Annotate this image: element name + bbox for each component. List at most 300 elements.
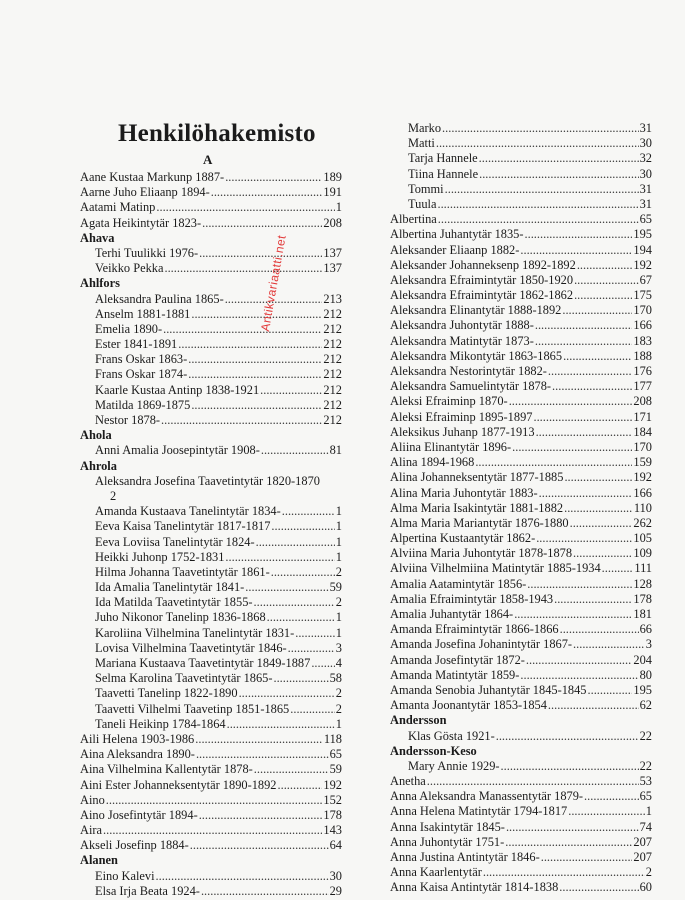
- entry-page-number: 212: [323, 352, 342, 367]
- entry-name: Amalia Efraimintytär 1858-1943: [390, 591, 554, 606]
- index-entry: [80, 823, 342, 838]
- section-letter: A: [203, 152, 213, 167]
- entry-page-number: 2: [335, 595, 342, 610]
- index-entry: [80, 762, 342, 777]
- entry-name: Nestor 1878-: [95, 413, 161, 427]
- index-entry: [390, 789, 652, 804]
- entry-page-number: 66: [639, 622, 652, 637]
- entry-name: Aleksi Efraiminp 1870-: [390, 394, 508, 409]
- index-entry: [390, 151, 652, 166]
- entry-name: Emelia 1890-: [95, 321, 163, 336]
- index-entry: [390, 303, 652, 318]
- leader-dots: [562, 303, 632, 318]
- entry-name: Alviina Vilhelmiina Matintytär 1885-1934: [390, 561, 601, 576]
- entry-name: Tommi: [408, 181, 444, 196]
- entry-page-number: 59: [329, 580, 342, 595]
- leader-dots: [188, 367, 322, 382]
- entry-name: Alma Maria Mariantytär 1876-1880: [390, 515, 569, 530]
- entry-page-number: 195: [633, 227, 652, 242]
- leader-dots: [505, 835, 632, 850]
- leader-dots: [552, 379, 632, 394]
- surname-heading: Ahola: [80, 428, 112, 443]
- leader-dots: [260, 383, 322, 398]
- index-entry: [390, 486, 652, 501]
- index-entry: [390, 516, 652, 531]
- index-entry: [390, 820, 652, 835]
- index-entry: [80, 398, 342, 413]
- entry-page-number: 212: [323, 367, 342, 382]
- entry-page-number: 189: [323, 170, 342, 184]
- entry-name: Aleksander Johanneksenp 1892-1892: [390, 257, 576, 272]
- leader-dots: [278, 778, 323, 793]
- entry-name: Aleksandra Efraimintytär 1850-1920: [390, 272, 574, 287]
- index-entry: [80, 519, 342, 534]
- entry-name: Aina Vilhelmina Kallentytär 1878-: [80, 762, 253, 777]
- index-entry: [390, 440, 652, 455]
- entry-name: Tuula: [408, 196, 437, 211]
- leader-dots: [577, 258, 633, 273]
- index-entry: [390, 804, 652, 819]
- leader-dots: [574, 273, 639, 288]
- index-entry: [390, 835, 652, 850]
- index-entry: [390, 865, 652, 880]
- entry-page-number: 3: [335, 640, 342, 655]
- entry-page-number: 2: [335, 564, 342, 579]
- leader-dots: [295, 626, 335, 641]
- index-entry: [80, 702, 342, 717]
- entry-name: Alina 1894-1968: [390, 455, 475, 470]
- entry-name: Eeva Kaisa Tanelintytär 1817-1817: [95, 519, 271, 534]
- entry-page-number: 30: [639, 136, 652, 151]
- entry-name: Frans Oskar 1874-: [95, 367, 188, 382]
- leader-dots: [254, 595, 335, 610]
- leader-dots: [103, 823, 322, 838]
- index-entry: [80, 367, 342, 382]
- entry-page-number: 137: [323, 261, 342, 276]
- leader-dots: [483, 865, 645, 880]
- entry-page-number: 176: [633, 364, 652, 378]
- entry-name: Tarja Hannele: [408, 151, 478, 166]
- leader-dots: [267, 610, 335, 625]
- index-entry: [80, 580, 342, 595]
- entry-page-number: 2: [645, 865, 652, 880]
- leader-dots: [436, 136, 639, 151]
- index-entry: [390, 607, 652, 622]
- index-entry: [390, 531, 652, 546]
- entry-name: Aini Ester Johanneksentytär 1890-1892: [80, 777, 277, 792]
- entry-page-number: 128: [633, 576, 652, 591]
- leader-dots: [525, 227, 633, 242]
- leader-dots: [311, 656, 334, 671]
- leader-dots: [479, 167, 639, 182]
- entry-page-continued: 2: [110, 488, 117, 503]
- index-entry: [390, 774, 652, 789]
- entry-page-number: 58: [329, 671, 342, 686]
- entry-name: Ida Matilda Taavetintytär 1855-: [95, 595, 253, 610]
- index-entry: [390, 258, 652, 273]
- entry-name: Aili Helena 1903-1986: [80, 731, 195, 746]
- index-entry: [80, 216, 342, 231]
- entry-name: Aleksander Eliaanp 1882-: [390, 242, 520, 257]
- entry-page-number: 192: [633, 257, 652, 272]
- leader-dots: [245, 580, 328, 595]
- index-entry: [80, 535, 342, 550]
- surname-heading: Andersson: [390, 713, 447, 728]
- index-column-right: [390, 121, 652, 896]
- leader-dots: [164, 261, 322, 276]
- leader-dots: [554, 592, 632, 607]
- index-entry: [390, 182, 652, 197]
- entry-name: Eino Kalevi: [95, 868, 155, 883]
- entry-name: Mary Annie 1929-: [408, 758, 500, 773]
- entry-name: Kaarle Kustaa Antinp 1838-1921: [95, 382, 260, 397]
- index-entry: [80, 793, 342, 808]
- index-entry: [80, 352, 342, 367]
- index-entry: [390, 880, 652, 895]
- leader-dots: [227, 717, 335, 732]
- leader-dots: [445, 182, 639, 197]
- watermark: Antikvariaatti.net: [258, 233, 289, 333]
- index-entry: [80, 595, 342, 610]
- entry-page-number: 31: [639, 196, 652, 211]
- index-entry: [390, 546, 652, 561]
- index-entry: [390, 212, 652, 227]
- leader-dots: [588, 683, 633, 698]
- entry-name: Taavetti Vilhelmi Taavetinp 1851-1865: [95, 701, 290, 716]
- entry-name: Ida Amalia Tanelintytär 1841-: [95, 580, 245, 595]
- leader-dots: [271, 565, 335, 580]
- leader-dots: [536, 425, 633, 440]
- entry-name: Aleksandra Matintytär 1873-: [390, 333, 534, 348]
- entry-name: Elsa Irja Beata 1924-: [95, 883, 200, 898]
- entry-name: Amanda Matintytär 1859-: [390, 667, 520, 682]
- surname-heading: Ahlfors: [80, 276, 120, 291]
- entry-name: Amalia Juhantytär 1864-: [390, 607, 514, 621]
- leader-dots: [199, 808, 323, 823]
- leader-dots: [509, 394, 633, 409]
- entry-name: Aino: [80, 792, 105, 807]
- leader-dots: [196, 747, 329, 762]
- entry-name: Anselm 1881-1881: [95, 306, 191, 321]
- leader-dots: [225, 550, 334, 565]
- entry-name: Aleksandra Paulina 1865-: [95, 291, 224, 306]
- leader-dots: [514, 607, 632, 622]
- entry-name: Terhi Tuulikki 1976-: [95, 245, 199, 260]
- entry-name: Hilma Johanna Taavetintytär 1861-: [95, 564, 270, 579]
- entry-page-number: 212: [323, 337, 342, 352]
- entry-page-number: 31: [639, 181, 652, 196]
- index-entry: [80, 747, 342, 762]
- entry-name: Amanda Efraimintytär 1866-1866: [390, 622, 559, 637]
- index-entry: [80, 671, 342, 686]
- index-entry: [390, 577, 652, 592]
- index-entry: [390, 455, 652, 470]
- index-entry: [80, 626, 342, 641]
- index-entry: [390, 729, 652, 744]
- entry-name: Alma Maria Isakintytär 1881-1882: [390, 500, 564, 515]
- entry-name: Aleksandra Samuelintytär 1878-: [390, 379, 552, 394]
- leader-dots: [437, 197, 638, 212]
- index-entry: [80, 322, 342, 337]
- entry-page-number: 62: [639, 698, 652, 713]
- entry-name: Matti: [408, 136, 435, 151]
- leader-dots: [539, 486, 633, 501]
- index-entry: [390, 668, 652, 683]
- index-entry: [390, 334, 652, 349]
- entry-name: Amanda Josefina Johanintytär 1867-: [390, 637, 573, 652]
- leader-dots: [535, 334, 633, 349]
- entry-page-number: 175: [633, 288, 652, 303]
- entry-name: Anna Helena Matintytär 1794-1817: [390, 804, 568, 819]
- entry-name: Taneli Heikinp 1784-1864: [95, 716, 226, 731]
- leader-dots: [501, 759, 639, 774]
- entry-page-number: 212: [323, 397, 342, 412]
- entry-name: Aleksandra Elinantytär 1888-1892: [390, 303, 562, 318]
- leader-dots: [520, 668, 638, 683]
- entry-name: Alpertina Kustaantytär 1862-: [390, 531, 536, 546]
- entry-page-number: 2: [335, 686, 342, 701]
- leader-dots: [564, 501, 633, 516]
- index-entry: [80, 413, 342, 428]
- entry-page-number: 109: [633, 546, 652, 561]
- entry-page-number: 1: [335, 504, 342, 519]
- leader-dots: [475, 455, 632, 470]
- entry-name: Aleksandra Nestorintytär 1882-: [390, 364, 547, 378]
- leader-dots: [156, 200, 334, 215]
- entry-page-number: 207: [633, 850, 652, 864]
- leader-dots: [541, 850, 633, 865]
- index-entry: [390, 759, 652, 774]
- entry-name: Anna Kaarlentytär: [390, 865, 482, 880]
- entry-page-number: 1: [335, 549, 342, 564]
- index-entry: [80, 732, 342, 747]
- entry-page-number: 111: [634, 561, 652, 576]
- index-entry: [80, 717, 342, 732]
- index-entry: [390, 349, 652, 364]
- leader-dots: [163, 322, 322, 337]
- leader-dots: [190, 838, 329, 853]
- leader-dots: [536, 531, 632, 546]
- entry-page-number: 212: [323, 306, 342, 321]
- leader-dots: [427, 774, 639, 789]
- entry-name: Aira: [80, 823, 103, 838]
- index-entry: [80, 443, 342, 458]
- entry-name: Aleksi Efraiminp 1895-1897: [390, 409, 533, 424]
- entry-page-number: 30: [639, 166, 652, 181]
- leader-dots: [479, 151, 639, 166]
- index-entry: [390, 410, 652, 425]
- index-entry: [390, 425, 652, 440]
- entry-page-number: 212: [323, 382, 342, 397]
- entry-name: Aarne Juho Eliaanp 1894-: [80, 185, 210, 200]
- leader-dots: [273, 671, 328, 686]
- leader-dots: [533, 410, 632, 425]
- index-entry: [80, 474, 342, 489]
- surname-heading: Ahava: [80, 230, 115, 245]
- entry-page-number: 64: [329, 838, 342, 853]
- entry-name: Anna Juhontytär 1751-: [390, 834, 505, 849]
- leader-dots: [254, 762, 329, 777]
- surname-heading: Andersson-Keso: [390, 743, 477, 758]
- entry-name: Veikko Pekka: [95, 261, 164, 276]
- entry-page-number: 208: [633, 394, 652, 409]
- leader-dots: [261, 443, 329, 458]
- entry-page-number: 53: [639, 774, 652, 789]
- entry-page-number: 1: [335, 610, 342, 625]
- entry-name: Aino Josefintytär 1894-: [80, 807, 198, 822]
- index-entry: [80, 337, 342, 352]
- entry-name: Alviina Maria Juhontytär 1878-1878: [390, 546, 573, 561]
- leader-dots: [199, 246, 322, 261]
- entry-name: Aliina Elinantytär 1896-: [390, 439, 512, 454]
- leader-dots: [535, 318, 633, 333]
- entry-page-number: 159: [633, 455, 652, 470]
- leader-dots: [282, 504, 335, 519]
- entry-page-number: 178: [323, 807, 342, 822]
- entry-page-number: 1: [335, 716, 342, 731]
- leader-dots: [106, 793, 323, 808]
- index-entry: [390, 592, 652, 607]
- index-entry: [80, 261, 342, 276]
- index-entry: [80, 778, 342, 793]
- entry-page-number: 32: [639, 151, 652, 166]
- entry-page-number: 1: [335, 534, 342, 549]
- entry-page-number: 3: [645, 637, 652, 652]
- entry-page-number: 60: [639, 880, 652, 895]
- index-entry: [80, 504, 342, 519]
- index-entry: [80, 200, 342, 215]
- leader-dots: [570, 516, 633, 531]
- entry-page-number: 181: [633, 607, 652, 621]
- leader-dots: [573, 546, 632, 561]
- index-entry: [390, 850, 652, 865]
- entry-name: Amanta Joonantytär 1853-1854: [390, 698, 547, 713]
- entry-page-number: 178: [633, 591, 652, 606]
- entry-name: Anna Kaisa Antintytär 1814-1838: [390, 880, 559, 895]
- entry-page-number: 192: [633, 470, 652, 485]
- leader-dots: [195, 732, 323, 747]
- index-entry: [390, 501, 652, 516]
- index-entry: [80, 884, 342, 899]
- leader-dots: [506, 820, 639, 835]
- entry-page-number: 184: [633, 424, 652, 439]
- entry-name: Matilda 1869-1875: [95, 397, 191, 412]
- index-entry: [80, 610, 342, 625]
- index-entry: [80, 808, 342, 823]
- entry-name: Aatami Matinp: [80, 200, 156, 215]
- surname-heading: Alanen: [80, 853, 118, 868]
- index-entry: [390, 394, 652, 409]
- entry-name: Amanda Senobia Juhantytär 1845-1845: [390, 682, 587, 697]
- entry-page-number: 213: [323, 291, 342, 306]
- entry-page-number: 208: [323, 215, 342, 230]
- entry-page-number: 152: [323, 792, 342, 807]
- entry-page-number: 29: [329, 883, 342, 898]
- entry-page-number: 1: [335, 519, 342, 534]
- entry-name: Aleksandra Efraimintytär 1862-1862: [390, 288, 574, 303]
- entry-page-number: 105: [633, 531, 652, 546]
- entry-page-number: 4: [335, 656, 342, 670]
- entry-name: Juho Nikonor Tanelinp 1836-1868: [95, 610, 266, 625]
- entry-name: Alina Maria Juhontytär 1883-: [390, 485, 538, 500]
- entry-page-number: 195: [633, 682, 652, 697]
- leader-dots: [548, 364, 633, 379]
- entry-name: Lovisa Vilhelmina Taavetintytär 1846-: [95, 640, 287, 655]
- entry-name: Anni Amalia Joosepintytär 1908-: [95, 443, 260, 458]
- leader-dots: [188, 352, 322, 367]
- index-entry: [80, 656, 342, 671]
- entry-page-number: 74: [639, 819, 652, 834]
- entry-page-number: 177: [633, 379, 652, 394]
- index-entry: [390, 698, 652, 713]
- entry-name: Mariana Kustaava Taavetintytär 1849-1887: [95, 656, 311, 670]
- surname-heading: Ahrola: [80, 458, 117, 473]
- index-entry: [390, 136, 652, 151]
- leader-dots: [526, 653, 633, 668]
- leader-dots: [527, 577, 632, 592]
- entry-page-number: 30: [329, 868, 342, 883]
- entry-page-number: 137: [323, 245, 342, 260]
- leader-dots: [201, 884, 329, 899]
- entry-page-number: 65: [639, 212, 652, 227]
- entry-page-number: 22: [639, 728, 652, 743]
- index-entry: [80, 641, 342, 656]
- leader-dots: [496, 729, 639, 744]
- index-entry: [80, 869, 342, 884]
- leader-dots: [548, 698, 639, 713]
- entry-page-number: 204: [633, 652, 652, 667]
- leader-dots: [559, 880, 638, 895]
- leader-dots: [156, 869, 329, 884]
- entry-page-number: 262: [633, 515, 652, 530]
- entry-page-number: 212: [323, 321, 342, 336]
- index-entry: [80, 838, 342, 853]
- entry-name: Taavetti Tanelinp 1822-1890: [95, 686, 238, 701]
- leader-dots: [290, 702, 335, 717]
- entry-name: Heikki Juhonp 1752-1831: [95, 549, 225, 564]
- entry-name: Amanda Kustaava Tanelintytär 1834-: [95, 504, 281, 519]
- leader-dots: [288, 641, 335, 656]
- entry-page-number: 2: [335, 701, 342, 716]
- entry-page-number: 207: [633, 834, 652, 849]
- entry-page-number: 1: [335, 625, 342, 640]
- index-entry: [390, 243, 652, 258]
- leader-dots: [584, 789, 639, 804]
- entry-page-number: 194: [633, 242, 652, 257]
- index-entry: [80, 565, 342, 580]
- entry-page-number: 80: [639, 667, 652, 682]
- index-entry: [390, 653, 652, 668]
- entry-page-number: 1: [645, 804, 652, 819]
- entry-page-number: 212: [323, 413, 342, 427]
- entry-page-number: 65: [329, 747, 342, 762]
- entry-name: Agata Heikintytär 1823-: [80, 215, 202, 230]
- entry-name: Selma Karolina Taavetintytär 1865-: [95, 671, 273, 686]
- entry-name: Akseli Josefinp 1884-: [80, 838, 189, 853]
- entry-name: Aleksikus Juhanp 1877-1913: [390, 424, 535, 439]
- leader-dots: [202, 216, 322, 231]
- index-entry: [80, 246, 342, 261]
- index-entry: [390, 288, 652, 303]
- entry-page-number: 192: [323, 777, 342, 792]
- entry-page-number: 1: [335, 200, 342, 215]
- entry-name: Eeva Loviisa Tanelintytär 1824-: [95, 534, 255, 549]
- leader-dots: [560, 622, 639, 637]
- leader-dots: [520, 243, 632, 258]
- leader-dots: [239, 686, 335, 701]
- leader-dots: [191, 398, 322, 413]
- entry-page-number: 118: [323, 731, 342, 746]
